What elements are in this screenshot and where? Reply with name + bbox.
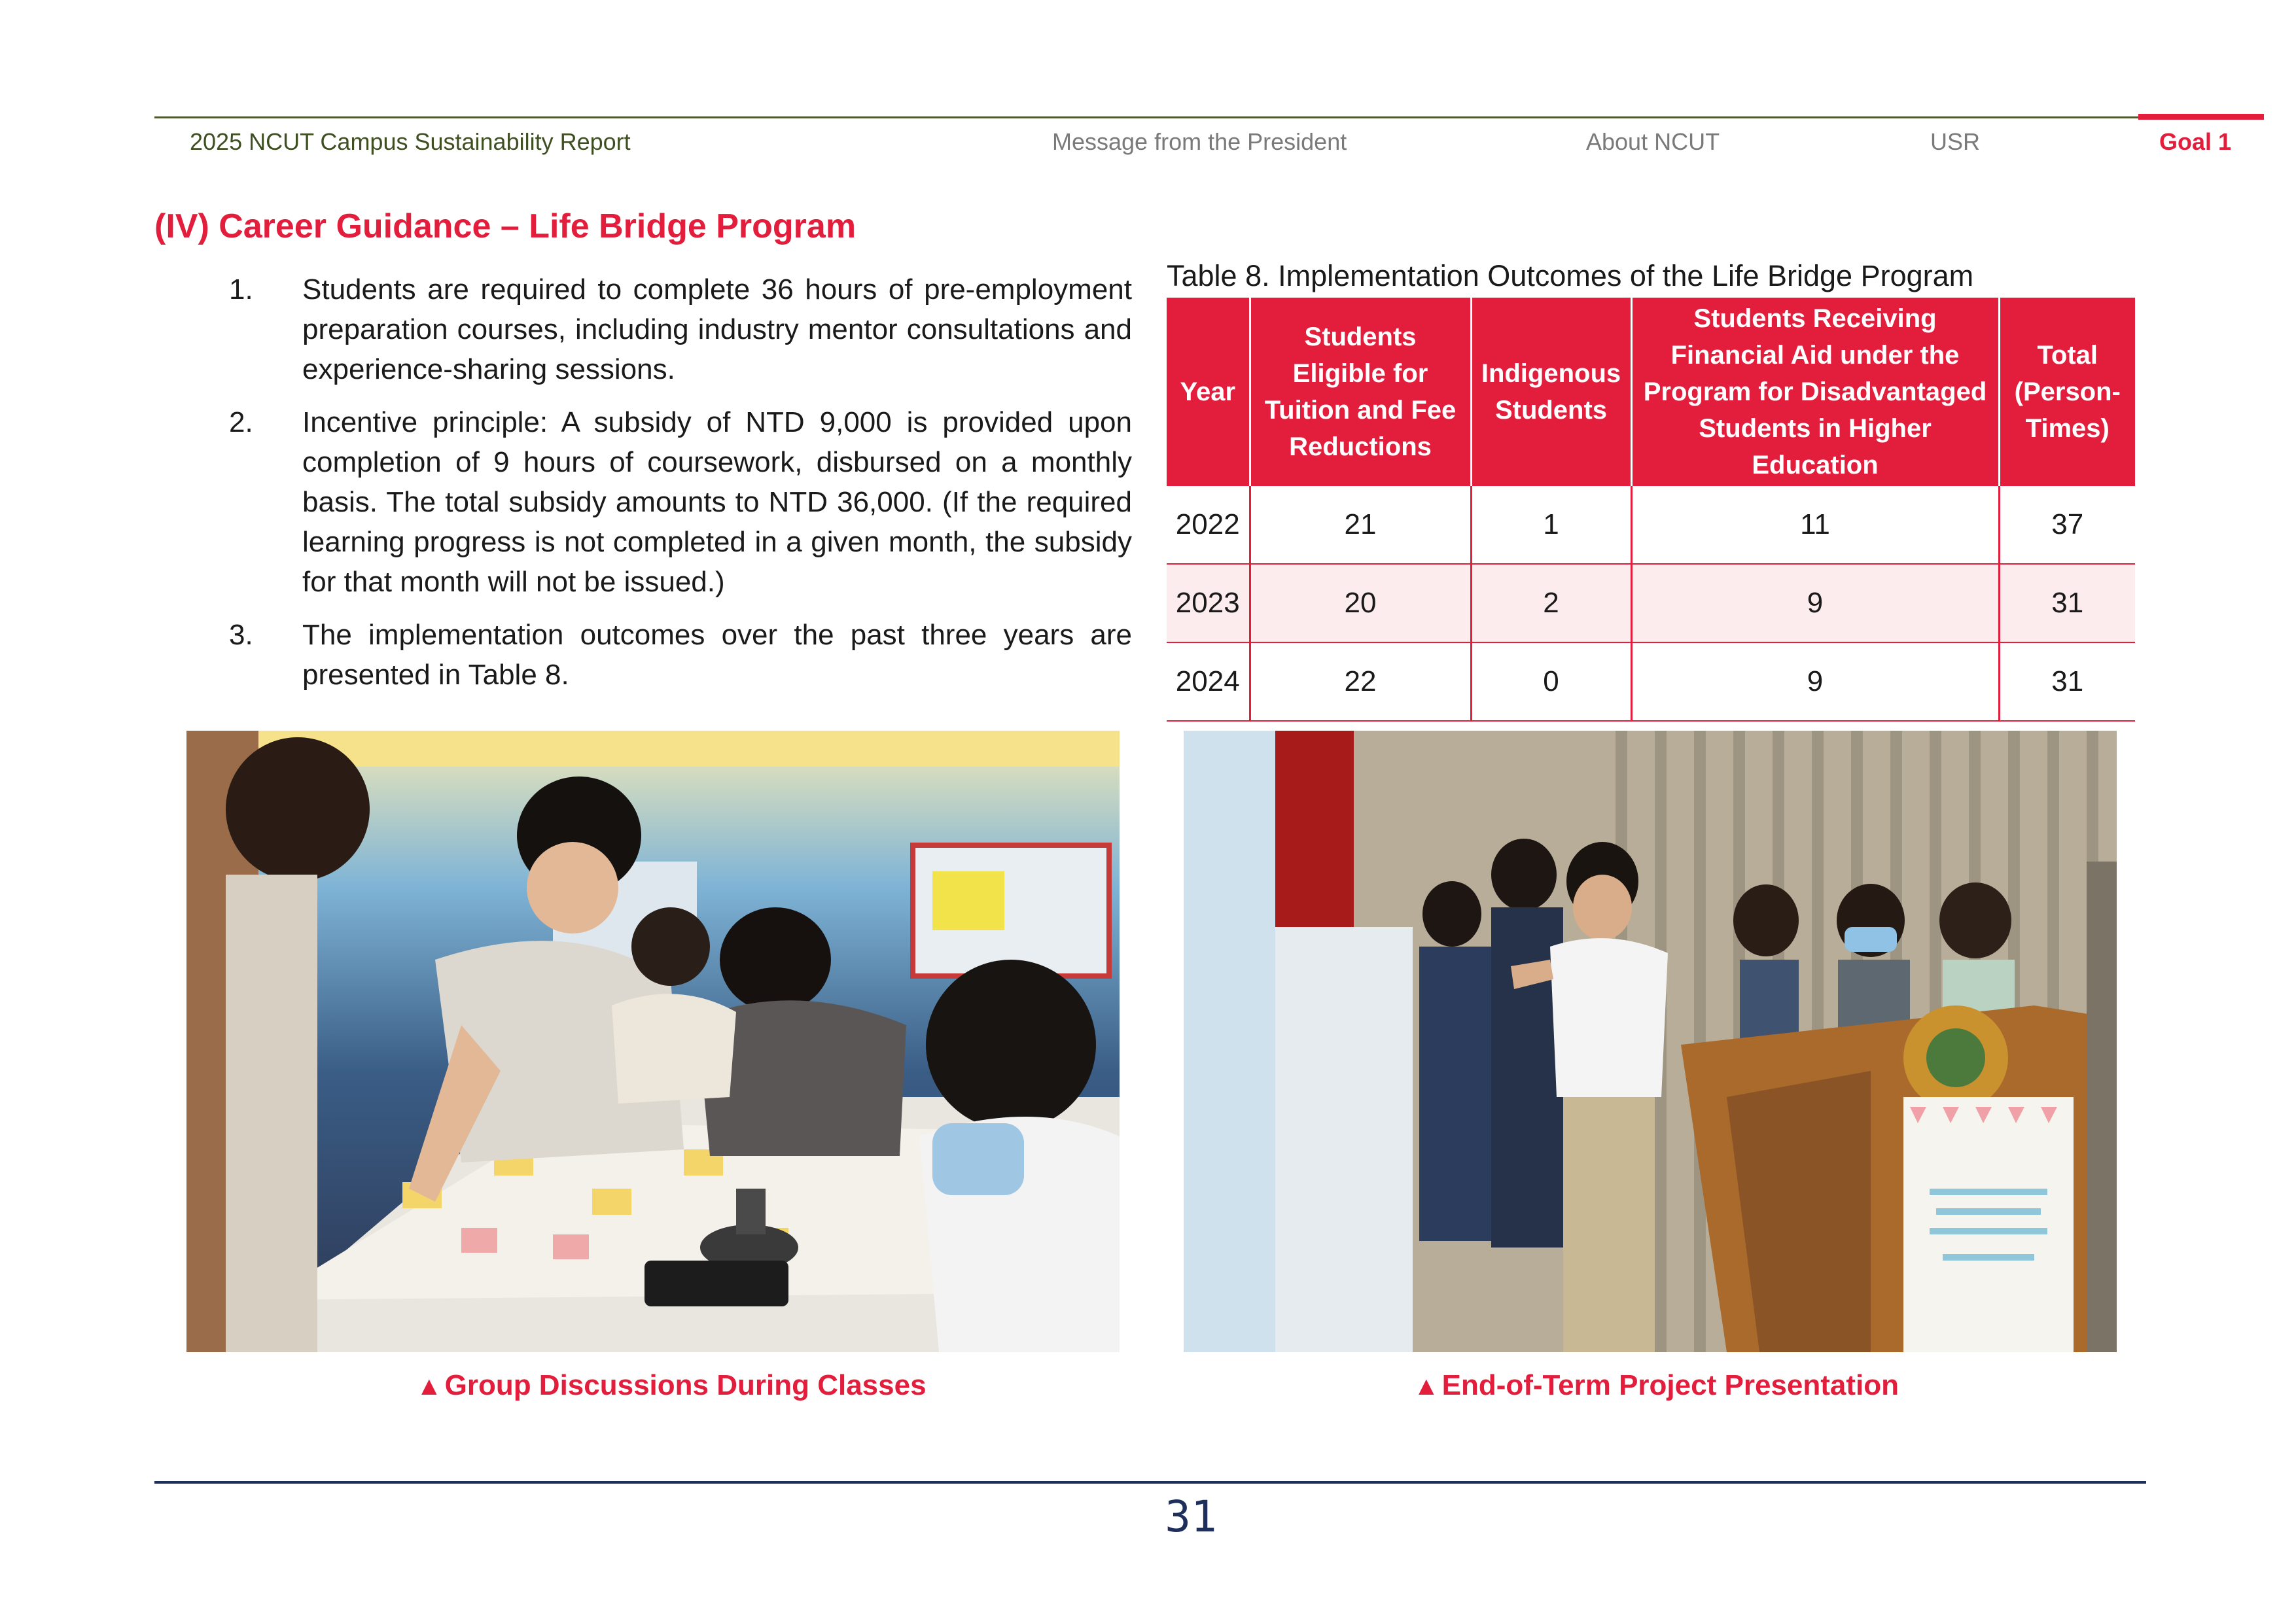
table-row [1167,486,2135,564]
cell-financial-aid: 9 [1631,564,1999,642]
cell-tuition: 22 [1250,642,1471,721]
active-section-marker [2138,114,2264,120]
nav-usr[interactable]: USR [1930,128,1981,155]
section-title: (IV) Career Guidance – Life Bridge Program [154,207,857,245]
table-header-row [1167,298,2135,486]
list-item [229,270,1132,389]
cell-indigenous: 2 [1471,564,1631,642]
requirements-list [229,270,1132,708]
list-item-number: 2. [229,406,253,438]
table-row [1167,642,2135,721]
nav-message-from-president[interactable]: Message from the President [1052,128,1347,155]
header-tuition-reductions: Students Eligible for Tuition and Fee Reductions [1250,298,1471,486]
cell-total: 31 [1999,564,2135,642]
cell-financial-aid: 11 [1631,486,1999,564]
list-item-number: 1. [229,273,253,305]
triangle-up-icon: ▲ [1413,1372,1439,1401]
photo-project-presentation [1184,731,2117,1352]
triangle-up-icon: ▲ [416,1372,442,1401]
table-caption: Table 8. Implementation Outcomes of the Life Bridge Program [1167,259,1974,292]
caption-text: End-of-Term Project Presentation [1441,1369,1899,1401]
cell-year: 2023 [1167,564,1250,642]
cell-indigenous: 1 [1471,486,1631,564]
nav-goal-1[interactable]: Goal 1 [2159,128,2232,155]
photo-group-discussion-image [186,731,1120,1352]
list-item [229,402,1132,602]
photo-project-presentation-image [1184,731,2117,1352]
report-title: 2025 NCUT Campus Sustainability Report [190,128,631,155]
list-item-number: 3. [229,619,253,651]
list-item-text: Students are required to complete 36 hours of pre-employment preparation courses, including industry mentor consultations and experience-sharing sessions. [302,273,1132,385]
cell-tuition: 21 [1250,486,1471,564]
cell-year: 2022 [1167,486,1250,564]
list-item-text: Incentive principle: A subsidy of NTD 9,000 is provided upon completion of 9 hours of coursework, disbursed on a monthly basis. The total subsidy amounts to NTD 36,000. (If the required learning progress is not completed in a given month, the subsidy for that month will not be issued.) [302,406,1132,598]
nav-about-ncut[interactable]: About NCUT [1586,128,1720,155]
caption-group-discussions [416,1369,927,1402]
header-financial-aid: Students Receiving Financial Aid under the Program for Disadvantaged Students in Higher Education [1631,298,1999,486]
table-row [1167,564,2135,642]
caption-project-presentation [1413,1369,1899,1402]
header-indigenous: Indigenous Students [1471,298,1631,486]
header-year: Year [1167,298,1250,486]
photo-group-discussion [186,731,1120,1352]
footer-rule [154,1481,2146,1484]
list-item-text: The implementation outcomes over the past three years are presented in Table 8. [302,619,1132,691]
cell-tuition: 20 [1250,564,1471,642]
header-rule [154,116,2138,118]
list-item [229,615,1132,695]
caption-text: Group Discussions During Classes [444,1369,927,1401]
page-number: 31 [1165,1492,1217,1542]
cell-financial-aid: 9 [1631,642,1999,721]
cell-total: 31 [1999,642,2135,721]
outcomes-table [1167,298,2135,722]
cell-indigenous: 0 [1471,642,1631,721]
cell-total: 37 [1999,486,2135,564]
cell-year: 2024 [1167,642,1250,721]
header-total: Total (Person-Times) [1999,298,2135,486]
